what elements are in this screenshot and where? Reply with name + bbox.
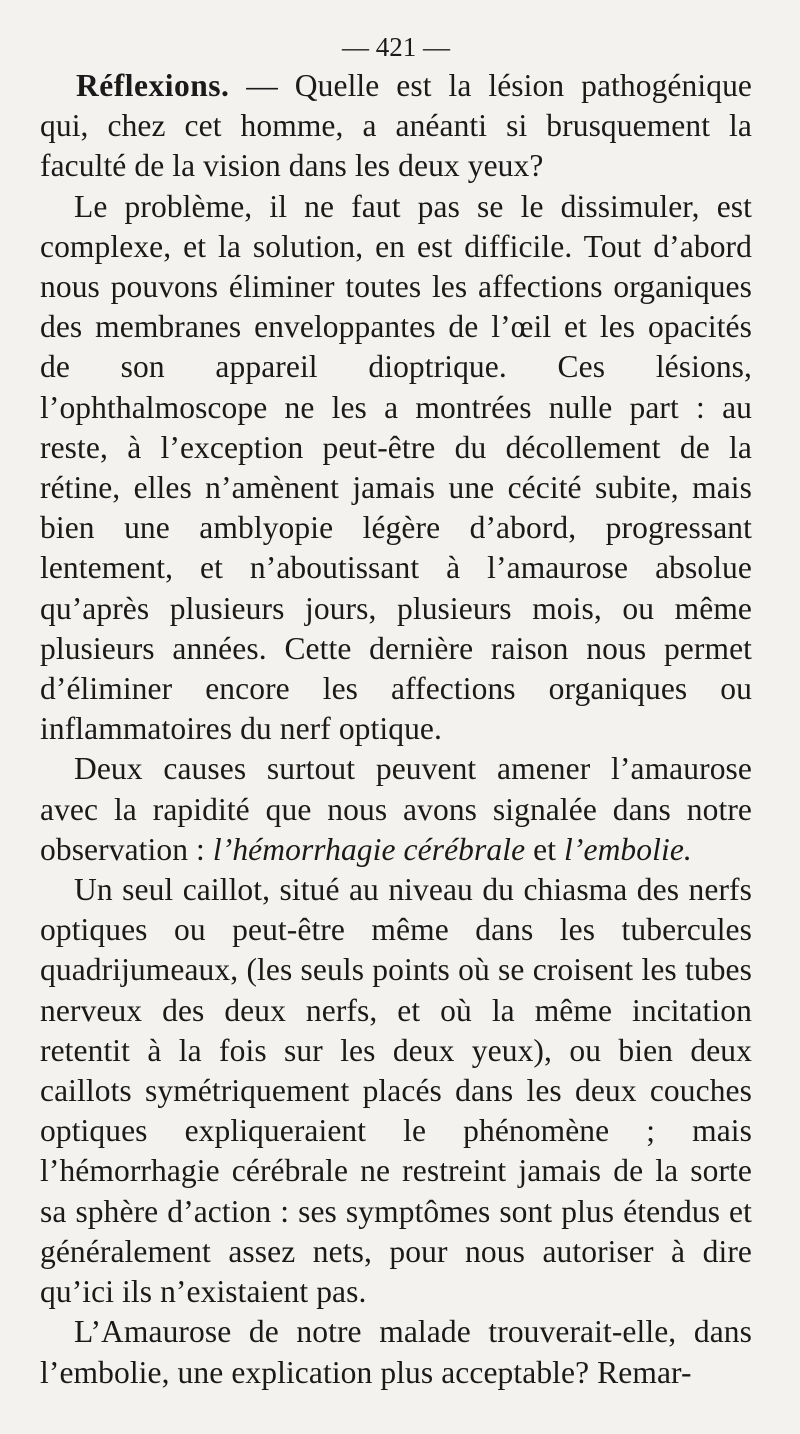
paragraph-5: L’Amaurose de notre malade trouverait-elle, dans l’embolie, une explication plus acceptable? Remar-	[40, 1314, 752, 1390]
page-number: — 421 —	[342, 32, 450, 62]
paragraph-1	[40, 66, 752, 187]
italic-term-embolie: l’embolie.	[564, 831, 692, 867]
paragraph-3	[40, 749, 752, 870]
paragraph-2: Le problème, il ne faut pas se le dissimuler, est complexe, et la solution, en est difficile. Tout d’abord nous pouvons éliminer toutes les affections organiques des membranes enveloppantes de l’œil et les opacités de son appareil dioptrique. Ces lésions, l’ophthalmoscope ne les a montrées nulle part : au reste, à l’exception peut-être du décollement de la rétine, elles n’amènent jamais une cécité subite, mais bien une amblyopie légère d’abord, progressant lentement, et n’aboutissant à l’amaurose absolue qu’après plusieurs jours, plusieurs mois, ou même plusieurs années. Cette dernière raison nous permet d’éliminer encore les affections organiques ou inflammatoires du nerf optique.	[40, 188, 752, 747]
italic-term-hemorrhagie: l’hémorrhagie cérébrale	[212, 831, 526, 867]
paragraph-1-text: — Quelle est la lésion pathogénique qui, chez cet homme, a anéanti si brusquement la faculté de la vision dans les deux yeux?	[40, 68, 752, 184]
paragraph-4: Un seul caillot, situé au niveau du chiasma des nerfs optiques ou peut-être même dans les tubercules quadrijumeaux, (les seuls points où se croisent les tubes nerveux des deux nerfs, et où la même incitation retentit à la fois sur les deux yeux), ou bien deux caillots symétriquement placés dans les deux couches optiques expliqueraient le phénomène ; mais l’hémorrhagie cérébrale ne restreint jamais de la sorte sa sphère d’action : ses symptômes sont plus étendus et généralement assez nets, pour nous autoriser à dire qu’ici ils n’existaient pas.	[40, 872, 752, 1310]
paragraph-3-conj: et	[525, 831, 565, 867]
section-title: Réflexions.	[76, 68, 230, 103]
paragraph-3-text: Deux causes surtout peuvent amener l’amaurose avec la rapidité que nous avons signalée dans notre observation :	[40, 751, 752, 867]
